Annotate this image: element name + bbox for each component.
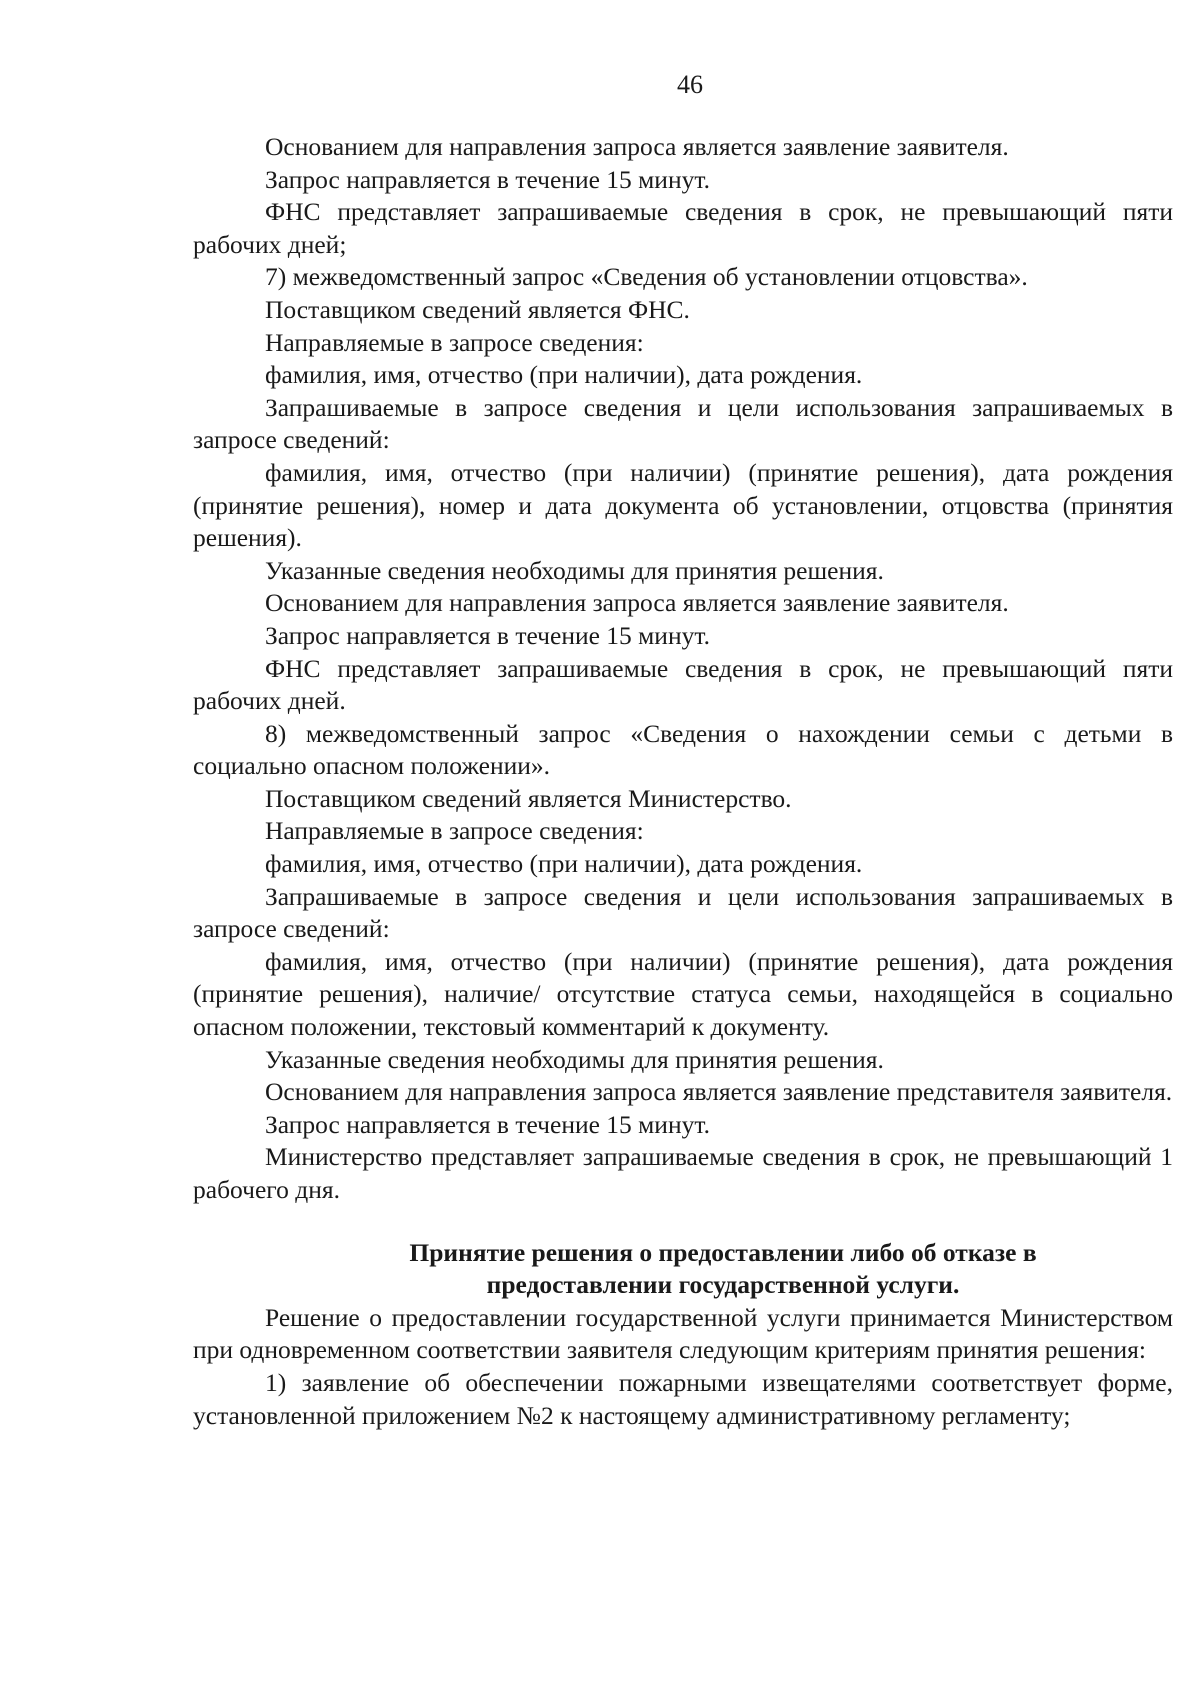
paragraph: Указанные сведения необходимы для принятия решения.: [265, 1044, 884, 1074]
paragraph: Указанные сведения необходимы для принятия решения.: [265, 555, 884, 585]
paragraph: ФНС представляет запрашиваемые сведения в срок, не превышающий пяти рабочих дней;: [193, 197, 1173, 259]
paragraph: Поставщиком сведений является Министерство.: [265, 783, 792, 813]
paragraph: Основанием для направления запроса является заявление заявителя.: [265, 588, 1009, 618]
page-number: 46: [677, 70, 703, 99]
paragraph: фамилия, имя, отчество (при наличии) (принятие решения), дата рождения (принятие решения), наличие/ отсутствие статуса семьи, находящейся в социально опасном положении, текстовый комментарий к документу.: [193, 946, 1173, 1042]
paragraph: Направляемые в запросе сведения:: [265, 327, 644, 357]
list-item-7: 7) межведомственный запрос «Сведения об установлении отцовства».: [265, 262, 1028, 292]
paragraph: фамилия, имя, отчество (при наличии) (принятие решения), дата рождения (принятие решения), номер и дата документа об установлении, отцовства (принятия решения).: [193, 457, 1173, 553]
paragraph: Основанием для направления запроса является заявление представителя заявителя.: [265, 1077, 1173, 1107]
paragraph: фамилия, имя, отчество (при наличии), дата рождения.: [265, 849, 863, 879]
paragraph: Решение о предоставлении государственной услуги принимается Министерством при одновременном соответствии заявителя следующим критериям принятия решения:: [193, 1302, 1173, 1365]
paragraph: Запрос направляется в течение 15 минут.: [265, 1109, 710, 1139]
paragraph: Поставщиком сведений является ФНС.: [265, 294, 690, 324]
paragraph: Направляемые в запросе сведения:: [265, 816, 644, 846]
list-item-8: 8) межведомственный запрос «Сведения о нахождении семьи с детьми в социально опасном положении».: [193, 718, 1173, 781]
paragraph: Запрос направляется в течение 15 минут.: [265, 620, 710, 650]
paragraph: Основанием для направления запроса является заявление заявителя.: [265, 132, 1009, 161]
paragraph: Запрос направляется в течение 15 минут.: [265, 164, 710, 194]
paragraph: фамилия, имя, отчество (при наличии), дата рождения.: [265, 360, 863, 390]
document-body: [193, 131, 1173, 1432]
section-heading: Принятие решения о предоставлении либо об отказе в предоставлении государственной услуги.: [409, 1237, 1037, 1300]
list-item-1: 1) заявление об обеспечении пожарными извещателями соответствует форме, установленной приложением №2 к настоящему административному регламенту;: [193, 1367, 1173, 1430]
paragraph: ФНС представляет запрашиваемые сведения в срок, не превышающий пяти рабочих дней.: [193, 653, 1173, 716]
paragraph: Запрашиваемые в запросе сведения и цели использования запрашиваемых в запросе сведений:: [193, 392, 1173, 455]
paragraph: Министерство представляет запрашиваемые сведения в срок, не превышающий 1 рабочего дня.: [193, 1142, 1173, 1204]
paragraph: Запрашиваемые в запросе сведения и цели использования запрашиваемых в запросе сведений:: [193, 881, 1173, 944]
